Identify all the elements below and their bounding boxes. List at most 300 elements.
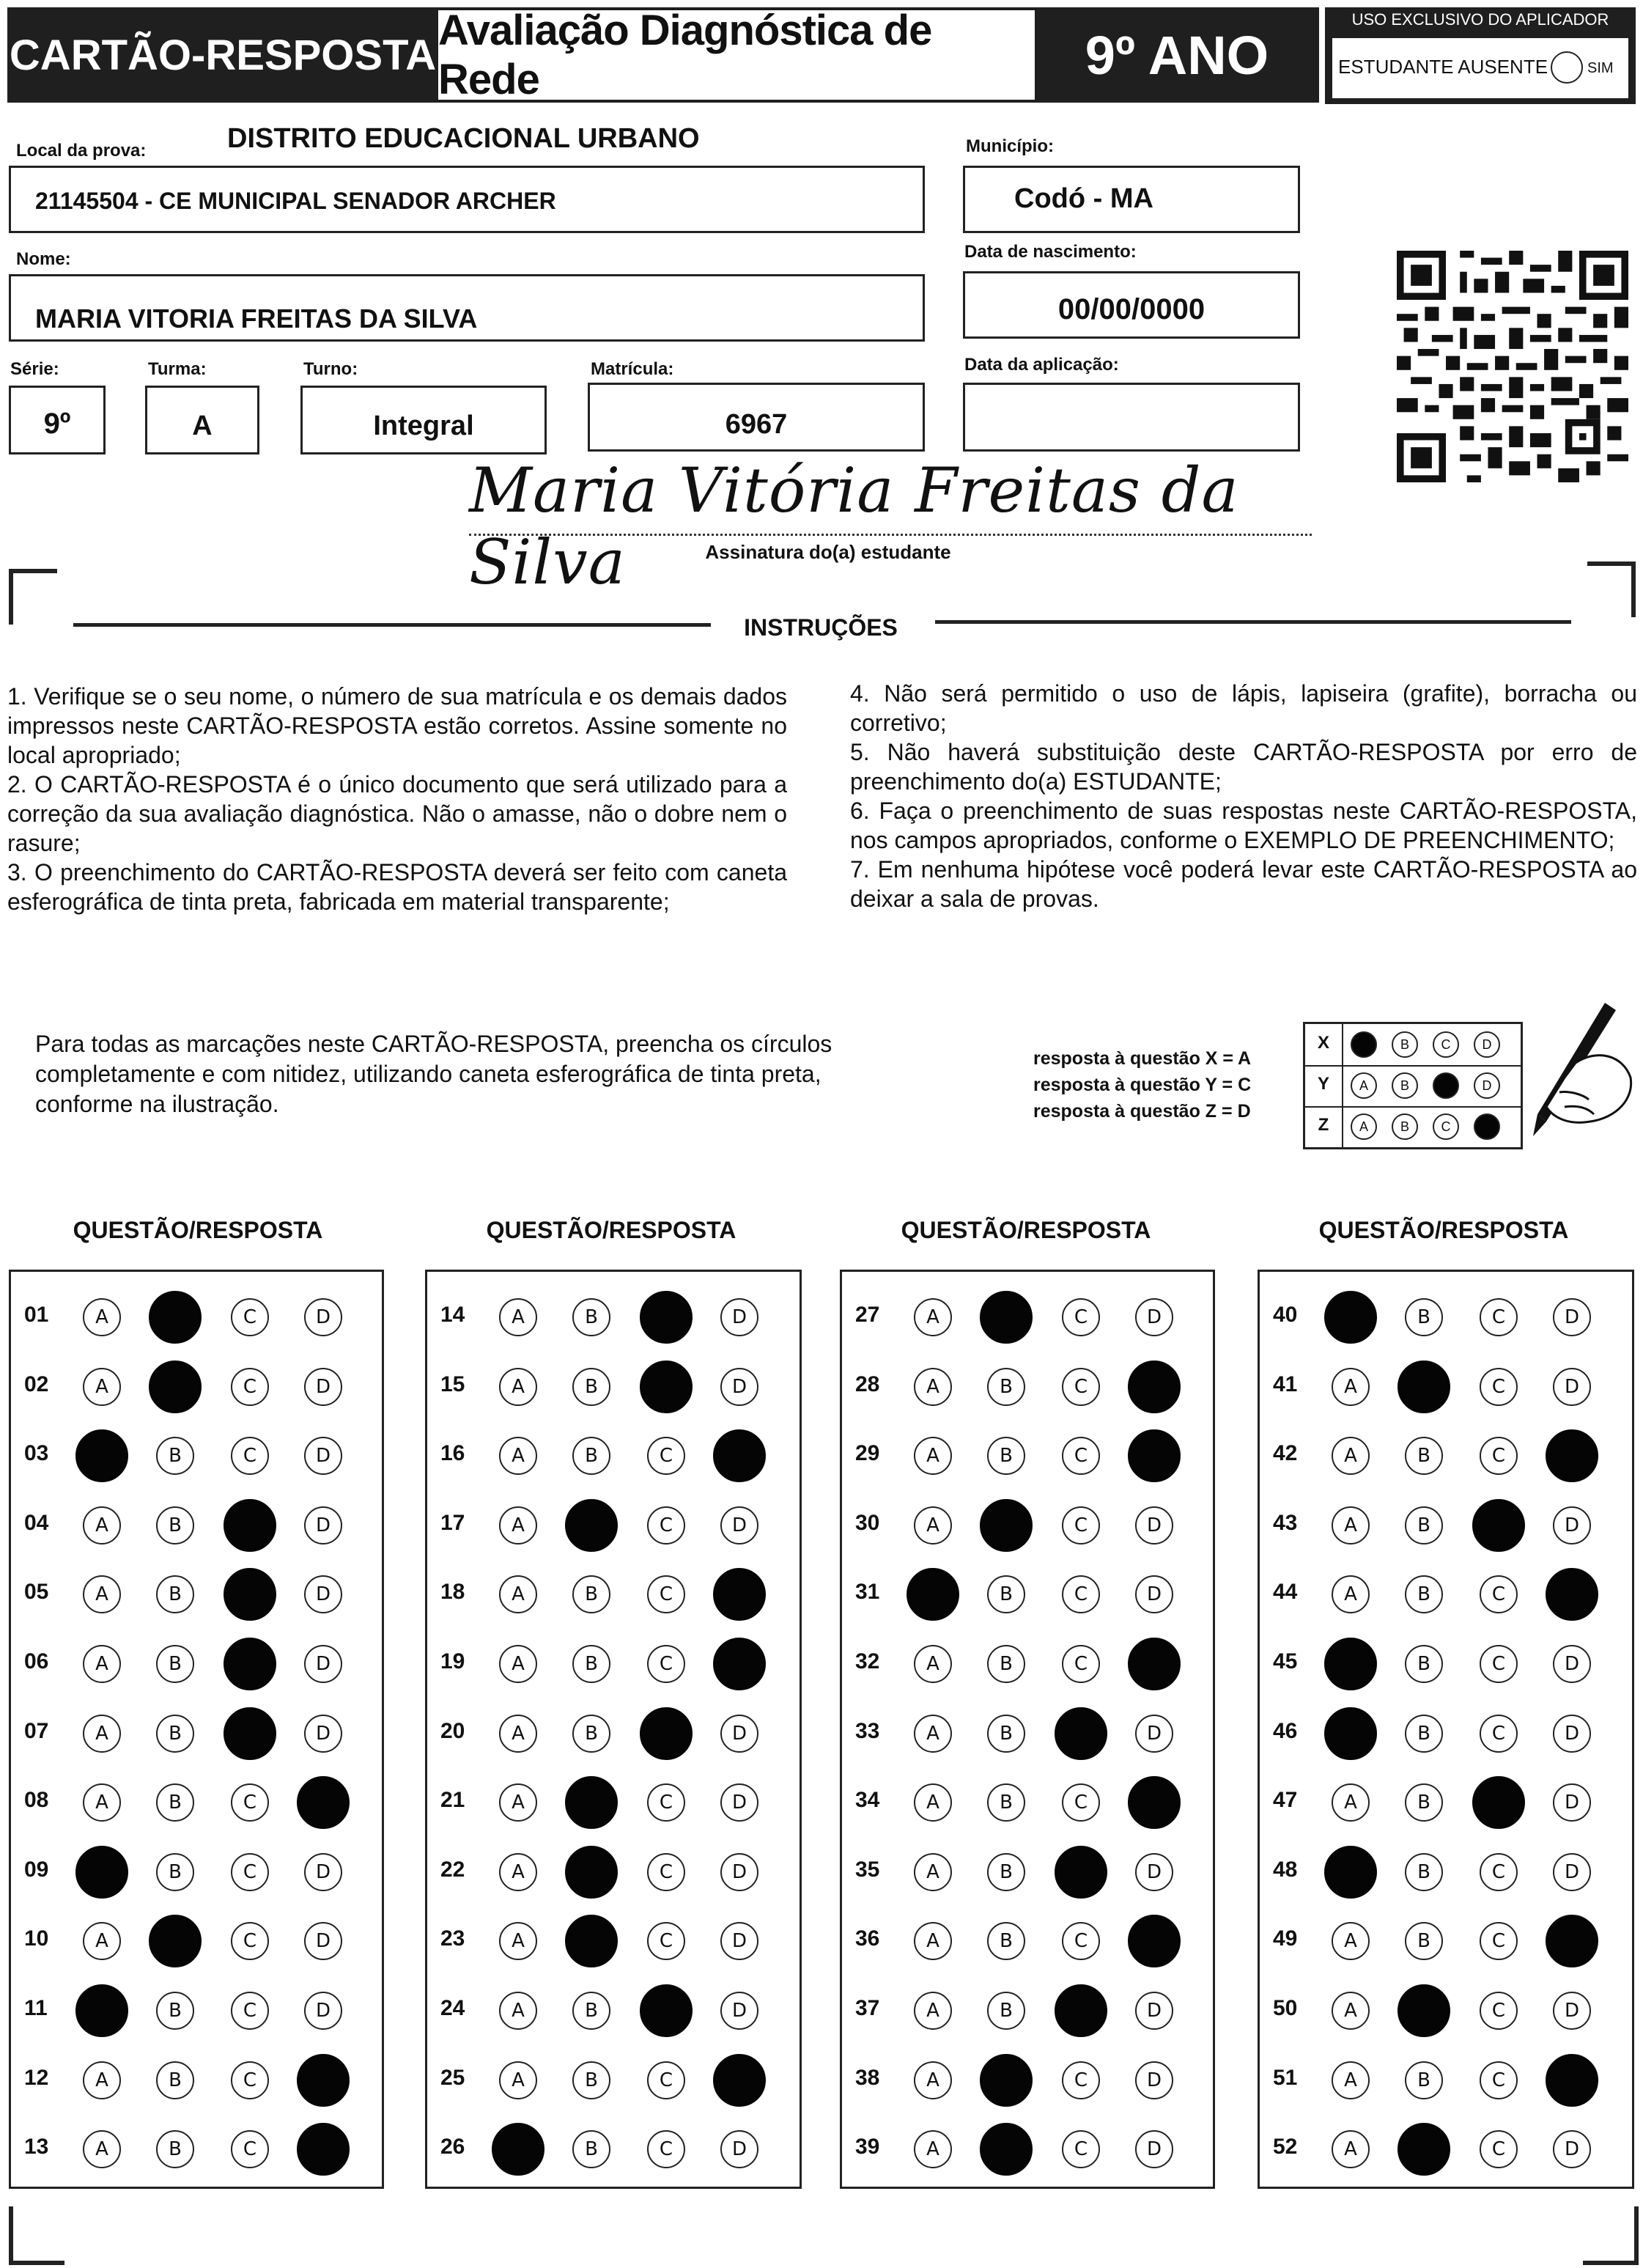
question-number: 28 xyxy=(855,1372,880,1396)
pen-hand-icon xyxy=(1495,997,1634,1151)
answer-bubble-d[interactable]: D xyxy=(304,1715,342,1753)
answer-row xyxy=(842,2120,1213,2173)
answer-bubble-d[interactable]: D xyxy=(304,1645,342,1683)
answer-bubble-b[interactable]: B xyxy=(987,1853,1025,1891)
answer-bubble-b[interactable]: B xyxy=(1405,1853,1443,1891)
answer-bubble-d[interactable]: D xyxy=(1553,1506,1591,1544)
question-number: 33 xyxy=(855,1718,880,1743)
answer-bubble-d[interactable] xyxy=(1128,1429,1181,1482)
question-number: 34 xyxy=(855,1788,880,1813)
answer-bubble-b[interactable] xyxy=(565,1499,618,1552)
answer-bubble-c[interactable]: C xyxy=(1480,2061,1518,2099)
answer-bubble-d[interactable]: D xyxy=(1135,1298,1173,1336)
answer-bubble-c[interactable] xyxy=(224,1638,276,1690)
answer-bubble-d[interactable] xyxy=(297,2054,350,2107)
answer-bubble-c[interactable]: C xyxy=(1480,1992,1518,2030)
answer-bubble-c[interactable]: C xyxy=(231,1437,269,1475)
answer-bubble-d[interactable]: D xyxy=(720,1715,758,1753)
answer-row xyxy=(427,1565,800,1618)
answer-bubble-d[interactable] xyxy=(713,1638,766,1690)
example-bubble-c xyxy=(1433,1072,1459,1099)
answer-bubble-b[interactable]: B xyxy=(572,1437,610,1475)
card-title: CARTÃO-RESPOSTA xyxy=(7,7,438,103)
example-divider xyxy=(1342,1065,1343,1106)
answer-bubble-a[interactable]: A xyxy=(499,1992,537,2030)
answer-bubble-d[interactable]: D xyxy=(1553,1992,1591,2030)
answer-bubble-b[interactable]: B xyxy=(156,1575,194,1613)
question-number: 37 xyxy=(855,1996,880,2020)
answer-row xyxy=(427,1912,800,1965)
answer-bubble-c[interactable]: C xyxy=(1062,1575,1100,1613)
answer-bubble-c[interactable]: C xyxy=(1062,1783,1100,1822)
answer-bubble-d[interactable]: D xyxy=(720,2130,758,2168)
answer-bubble-a[interactable]: A xyxy=(914,1853,952,1891)
answer-bubble-b[interactable]: B xyxy=(1405,1783,1443,1822)
question-number: 40 xyxy=(1273,1303,1298,1327)
answer-bubble-c[interactable]: C xyxy=(647,1575,685,1613)
example-line-x: resposta à questão X = A xyxy=(1033,1048,1252,1069)
answer-bubble-b[interactable]: B xyxy=(156,1506,194,1544)
example-row xyxy=(1305,1024,1521,1067)
answer-bubble-c[interactable]: C xyxy=(1062,1368,1100,1406)
instructions-title: INSTRUÇÕES xyxy=(744,614,898,641)
answer-bubble-b[interactable]: B xyxy=(156,1715,194,1753)
answer-bubble-d[interactable]: D xyxy=(720,1368,758,1406)
answer-bubble-a[interactable]: A xyxy=(83,1298,121,1336)
answer-bubble-b[interactable]: B xyxy=(987,1368,1025,1406)
question-number: 29 xyxy=(855,1441,880,1466)
answer-bubble-b[interactable]: B xyxy=(1405,1506,1443,1544)
answer-bubble-a[interactable]: A xyxy=(1332,2130,1370,2168)
answer-bubble-d[interactable] xyxy=(1546,1568,1598,1621)
answer-bubble-d[interactable]: D xyxy=(304,1437,342,1475)
qr-code xyxy=(1397,251,1628,482)
municipio-label: Município: xyxy=(966,136,1054,156)
answer-bubble-a[interactable]: A xyxy=(499,1298,537,1336)
answer-bubble-c[interactable]: C xyxy=(1480,1298,1518,1336)
question-number: 02 xyxy=(24,1372,49,1396)
answer-bubble-c[interactable] xyxy=(224,1499,276,1552)
answer-bubble-b[interactable]: B xyxy=(1405,1298,1443,1336)
question-number: 31 xyxy=(855,1580,880,1605)
answer-bubble-d[interactable] xyxy=(713,2054,766,2107)
answer-bubble-a[interactable]: A xyxy=(499,1368,537,1406)
answer-row xyxy=(1260,1981,1632,2034)
answer-row xyxy=(11,1773,382,1826)
answer-bubble-b[interactable]: B xyxy=(156,2061,194,2099)
example-bubble-d: D xyxy=(1474,1072,1500,1099)
question-number: 11 xyxy=(24,1996,48,2020)
answer-bubble-a[interactable]: A xyxy=(914,2130,952,2168)
answer-row xyxy=(1260,1912,1632,1965)
instructions-right xyxy=(850,679,1637,913)
answer-bubble-b[interactable] xyxy=(980,2054,1033,2107)
corner-top-right xyxy=(1587,562,1636,617)
answer-bubble-d[interactable]: D xyxy=(720,1853,758,1891)
answer-bubble-b[interactable]: B xyxy=(156,1992,194,2030)
answer-bubble-c[interactable]: C xyxy=(1480,1437,1518,1475)
answer-bubble-c[interactable]: C xyxy=(1480,2130,1518,2168)
instruction-6: 6. Faça o preenchimento de suas respostas neste CARTÃO-RESPOSTA, nos campos apropriados, conforme o EXEMPLO DE PREENCHIMENTO; xyxy=(850,798,1637,853)
answer-bubble-b[interactable]: B xyxy=(987,1645,1025,1683)
answer-bubble-b[interactable]: B xyxy=(156,1437,194,1475)
answer-row xyxy=(427,1496,800,1549)
column-title-2: QUESTÃO/RESPOSTA xyxy=(486,1217,736,1243)
answer-bubble-a[interactable] xyxy=(75,1429,128,1482)
answer-bubble-c[interactable]: C xyxy=(1062,1645,1100,1683)
answer-bubble-a[interactable]: A xyxy=(83,1575,121,1613)
answer-bubble-c[interactable]: C xyxy=(1062,1506,1100,1544)
answer-row xyxy=(427,1426,800,1479)
answer-bubble-d[interactable]: D xyxy=(720,1783,758,1822)
answer-bubble-b[interactable] xyxy=(565,1846,618,1899)
question-number: 06 xyxy=(24,1649,49,1674)
question-number: 36 xyxy=(855,1926,880,1951)
answer-bubble-c[interactable]: C xyxy=(647,2130,685,2168)
answer-bubble-c[interactable]: C xyxy=(1480,1575,1518,1613)
answer-bubble-c[interactable] xyxy=(640,1984,693,2037)
answer-bubble-c[interactable]: C xyxy=(1480,1922,1518,1960)
answer-row xyxy=(842,1981,1213,2034)
answer-bubble-a[interactable]: A xyxy=(914,1506,952,1544)
answer-bubble-d[interactable]: D xyxy=(304,1506,342,1544)
answer-bubble-d[interactable]: D xyxy=(1135,1853,1173,1891)
answer-bubble-c[interactable]: C xyxy=(647,1783,685,1822)
question-number: 13 xyxy=(24,2135,49,2160)
answer-bubble-a[interactable] xyxy=(1324,1638,1377,1690)
answer-row xyxy=(1260,1358,1632,1410)
answer-bubble-c[interactable]: C xyxy=(647,1922,685,1960)
answer-bubble-d[interactable]: D xyxy=(304,1853,342,1891)
answer-bubble-b[interactable]: B xyxy=(572,1575,610,1613)
answer-row xyxy=(11,1635,382,1687)
answer-bubble-a[interactable]: A xyxy=(83,1715,121,1753)
answer-row xyxy=(1260,1426,1632,1479)
answer-bubble-a[interactable]: A xyxy=(499,1506,537,1544)
answer-bubble-a[interactable]: A xyxy=(914,1368,952,1406)
answer-bubble-d[interactable]: D xyxy=(304,1922,342,1960)
answer-bubble-c[interactable] xyxy=(224,1568,276,1621)
question-number: 07 xyxy=(24,1718,49,1743)
nome-value: MARIA VITORIA FREITAS DA SILVA xyxy=(35,303,478,334)
answer-bubble-d[interactable]: D xyxy=(1135,1575,1173,1613)
answer-bubble-c[interactable] xyxy=(1472,1499,1525,1552)
answer-bubble-c[interactable]: C xyxy=(231,1853,269,1891)
answer-bubble-d[interactable]: D xyxy=(720,1922,758,1960)
question-number: 20 xyxy=(440,1718,465,1743)
answer-bubble-d[interactable]: D xyxy=(1135,1506,1173,1544)
question-number: 42 xyxy=(1273,1441,1298,1466)
answer-bubble-c[interactable]: C xyxy=(1062,1298,1100,1336)
answer-row xyxy=(1260,1288,1632,1341)
instruction-7: 7. Em nenhuma hipótese você poderá levar este CARTÃO-RESPOSTA ao deixar a sala de provas. xyxy=(850,856,1637,912)
answer-bubble-c[interactable]: C xyxy=(647,1853,685,1891)
answer-bubble-a[interactable]: A xyxy=(1332,1575,1370,1613)
answer-row xyxy=(842,1843,1213,1896)
answer-bubble-a[interactable]: A xyxy=(914,1922,952,1960)
answer-bubble-b[interactable]: B xyxy=(156,1645,194,1683)
question-number: 03 xyxy=(24,1441,49,1466)
instructions-left xyxy=(7,682,787,916)
question-number: 21 xyxy=(440,1788,465,1813)
answer-bubble-c[interactable]: C xyxy=(1062,1437,1100,1475)
example-bubble-b: B xyxy=(1392,1031,1418,1058)
answer-row xyxy=(842,1358,1213,1410)
answer-bubble-a[interactable]: A xyxy=(83,1783,121,1822)
answer-bubble-d[interactable]: D xyxy=(304,1575,342,1613)
answer-bubble-d[interactable] xyxy=(1546,1429,1598,1482)
answer-bubble-b[interactable]: B xyxy=(1405,2061,1443,2099)
answer-bubble-a[interactable] xyxy=(1324,1707,1377,1760)
answer-bubble-a[interactable]: A xyxy=(83,2130,121,2168)
answer-bubble-d[interactable]: D xyxy=(1135,1992,1173,2030)
answer-bubble-c[interactable]: C xyxy=(1480,1368,1518,1406)
answer-column-2 xyxy=(425,1270,802,2189)
answer-bubble-b[interactable]: B xyxy=(1405,1575,1443,1613)
answer-bubble-d[interactable]: D xyxy=(304,1368,342,1406)
answer-bubble-a[interactable]: A xyxy=(499,1922,537,1960)
answer-bubble-d[interactable]: D xyxy=(304,1992,342,2030)
answer-bubble-a[interactable]: A xyxy=(914,1437,952,1475)
exam-title: Avaliação Diagnóstica de Rede xyxy=(438,7,932,103)
answer-bubble-a[interactable]: A xyxy=(499,1783,537,1822)
answer-bubble-d[interactable]: D xyxy=(720,1298,758,1336)
answer-bubble-b[interactable]: B xyxy=(572,1298,610,1336)
answer-row xyxy=(1260,2051,1632,2104)
example-row xyxy=(1305,1065,1521,1108)
answer-bubble-c[interactable] xyxy=(640,1707,693,1760)
answer-bubble-a[interactable] xyxy=(1324,1291,1377,1344)
answer-bubble-b[interactable]: B xyxy=(572,1715,610,1753)
question-number: 35 xyxy=(855,1857,880,1882)
answer-bubble-b[interactable]: B xyxy=(1405,1715,1443,1753)
answer-bubble-c[interactable] xyxy=(640,1361,693,1413)
answer-row xyxy=(11,2051,382,2104)
answer-bubble-c[interactable]: C xyxy=(647,2061,685,2099)
question-number: 10 xyxy=(24,1926,49,1951)
answer-bubble-a[interactable]: A xyxy=(1332,1368,1370,1406)
answer-bubble-c[interactable]: C xyxy=(231,1368,269,1406)
school-value: 21145504 - CE MUNICIPAL SENADOR ARCHER xyxy=(35,188,556,214)
answer-bubble-a[interactable]: A xyxy=(499,1853,537,1891)
answer-bubble-d[interactable]: D xyxy=(720,1992,758,2030)
answer-bubble-d[interactable]: D xyxy=(1553,1368,1591,1406)
answer-bubble-a[interactable] xyxy=(907,1568,959,1621)
answer-bubble-c[interactable]: C xyxy=(231,1992,269,2030)
answer-bubble-d[interactable] xyxy=(1128,1638,1181,1690)
answer-bubble-d[interactable]: D xyxy=(1553,1645,1591,1683)
answer-bubble-c[interactable]: C xyxy=(1480,1645,1518,1683)
answer-bubble-b[interactable] xyxy=(149,1361,202,1413)
question-number: 23 xyxy=(440,1926,465,1951)
answer-bubble-d[interactable] xyxy=(1128,1915,1181,1967)
answer-bubble-a[interactable] xyxy=(75,1984,128,2037)
answer-bubble-d[interactable]: D xyxy=(304,1298,342,1336)
answer-bubble-b[interactable]: B xyxy=(987,1922,1025,1960)
answer-bubble-b[interactable] xyxy=(1398,1984,1450,2037)
applicator-label: USO EXCLUSIVO DO APLICADOR xyxy=(1351,10,1609,29)
answer-bubble-b[interactable] xyxy=(1398,2123,1450,2176)
answer-bubble-d[interactable]: D xyxy=(1135,2061,1173,2099)
answer-bubble-d[interactable] xyxy=(1128,1361,1181,1413)
answer-bubble-b[interactable]: B xyxy=(156,1853,194,1891)
answer-bubble-b[interactable] xyxy=(980,2123,1033,2176)
answer-bubble-d[interactable] xyxy=(1128,1776,1181,1829)
answer-bubble-c[interactable]: C xyxy=(231,2130,269,2168)
answer-bubble-c[interactable]: C xyxy=(1062,2061,1100,2099)
answer-bubble-b[interactable] xyxy=(980,1499,1033,1552)
answer-bubble-c[interactable] xyxy=(1055,1846,1107,1899)
answer-bubble-d[interactable]: D xyxy=(1553,1853,1591,1891)
absent-bubble[interactable] xyxy=(1551,51,1583,84)
answer-bubble-b[interactable]: B xyxy=(987,1783,1025,1822)
answer-bubble-a[interactable]: A xyxy=(1332,2061,1370,2099)
answer-bubble-b[interactable]: B xyxy=(572,2130,610,2168)
answer-bubble-c[interactable]: C xyxy=(647,1506,685,1544)
answer-bubble-c[interactable]: C xyxy=(231,1783,269,1822)
district-name: DISTRITO EDUCACIONAL URBANO xyxy=(227,123,700,154)
answer-bubble-b[interactable]: B xyxy=(572,1992,610,2030)
answer-bubble-c[interactable]: C xyxy=(231,1298,269,1336)
answer-bubble-c[interactable]: C xyxy=(231,2061,269,2099)
answer-bubble-d[interactable] xyxy=(713,1568,766,1621)
answer-bubble-b[interactable]: B xyxy=(572,2061,610,2099)
serie-label: Série: xyxy=(10,359,59,379)
answer-bubble-b[interactable]: B xyxy=(156,2130,194,2168)
answer-bubble-a[interactable]: A xyxy=(83,2061,121,2099)
column-title-1: QUESTÃO/RESPOSTA xyxy=(73,1217,323,1243)
answer-row xyxy=(427,1843,800,1896)
answer-row xyxy=(11,1912,382,1965)
answer-bubble-a[interactable]: A xyxy=(499,2061,537,2099)
question-number: 50 xyxy=(1273,1996,1298,2020)
answer-bubble-b[interactable] xyxy=(980,1291,1033,1344)
answer-bubble-c[interactable] xyxy=(1055,1984,1107,2037)
answer-bubble-a[interactable] xyxy=(1324,1846,1377,1899)
answer-bubble-a[interactable]: A xyxy=(83,1368,121,1406)
answer-bubble-a[interactable]: A xyxy=(499,1437,537,1475)
answer-row xyxy=(11,1981,382,2034)
answer-bubble-a[interactable]: A xyxy=(914,1715,952,1753)
answer-bubble-a[interactable]: A xyxy=(1332,1992,1370,2030)
question-number: 22 xyxy=(440,1857,465,1882)
example-bubble-c: C xyxy=(1433,1113,1459,1140)
answer-bubble-a[interactable]: A xyxy=(499,1645,537,1683)
instruction-5: 5. Não haverá substituição deste CARTÃO-RESPOSTA por erro de preenchimento do(a) ESTUDANTE; xyxy=(850,739,1637,795)
turno-label: Turno: xyxy=(303,359,358,379)
answer-bubble-d[interactable] xyxy=(1546,2054,1598,2107)
answer-bubble-a[interactable] xyxy=(75,1846,128,1899)
answer-bubble-b[interactable]: B xyxy=(572,1368,610,1406)
answer-bubble-b[interactable] xyxy=(149,1915,202,1967)
answer-bubble-a[interactable]: A xyxy=(914,1992,952,2030)
answer-row xyxy=(842,1426,1213,1479)
answer-bubble-a[interactable]: A xyxy=(914,1783,952,1822)
answer-row xyxy=(842,1288,1213,1341)
answer-bubble-d[interactable]: D xyxy=(1135,2130,1173,2168)
answer-bubble-a[interactable]: A xyxy=(83,1506,121,1544)
instruction-4: 4. Não será permitido o uso de lápis, lapiseira (grafite), borracha ou corretivo; xyxy=(850,680,1637,736)
answer-bubble-d[interactable] xyxy=(1546,1915,1598,1967)
answer-bubble-b[interactable] xyxy=(149,1291,202,1344)
answer-bubble-c[interactable]: C xyxy=(1480,1853,1518,1891)
answer-bubble-d[interactable] xyxy=(713,1429,766,1482)
instruction-1: 1. Verifique se o seu nome, o número de sua matrícula e os demais dados impressos neste CARTÃO-RESPOSTA estão corretos. Assine somente no local apropriado; xyxy=(7,683,787,768)
answer-row xyxy=(427,1704,800,1757)
answer-bubble-c[interactable]: C xyxy=(647,1437,685,1475)
answer-bubble-a[interactable]: A xyxy=(914,2061,952,2099)
answer-bubble-b[interactable]: B xyxy=(572,1645,610,1683)
answer-bubble-c[interactable]: C xyxy=(1480,1715,1518,1753)
answer-bubble-a[interactable]: A xyxy=(914,1298,952,1336)
answer-bubble-c[interactable] xyxy=(640,1291,693,1344)
answer-bubble-a[interactable]: A xyxy=(83,1645,121,1683)
example-bubble-a xyxy=(1351,1031,1377,1058)
answer-bubble-d[interactable]: D xyxy=(1553,1298,1591,1336)
question-number: 41 xyxy=(1273,1372,1298,1396)
answer-bubble-a[interactable]: A xyxy=(499,1715,537,1753)
answer-row xyxy=(1260,1704,1632,1757)
answer-bubble-a[interactable]: A xyxy=(499,1575,537,1613)
answer-bubble-b[interactable] xyxy=(1398,1361,1450,1413)
answer-bubble-b[interactable]: B xyxy=(1405,1437,1443,1475)
answer-bubble-b[interactable]: B xyxy=(987,1992,1025,2030)
answer-row xyxy=(842,1565,1213,1618)
corner-top-left xyxy=(9,569,57,625)
turma-value: A xyxy=(192,410,213,441)
question-number: 39 xyxy=(855,2135,880,2160)
answer-bubble-c[interactable] xyxy=(224,1707,276,1760)
answer-bubble-b[interactable] xyxy=(565,1915,618,1967)
answer-bubble-d[interactable] xyxy=(297,2123,350,2176)
answer-row xyxy=(11,1496,382,1549)
answer-bubble-b[interactable] xyxy=(565,1776,618,1829)
answer-bubble-a[interactable]: A xyxy=(1332,1783,1370,1822)
column-title-4: QUESTÃO/RESPOSTA xyxy=(1318,1217,1569,1243)
answer-row xyxy=(427,1358,800,1410)
answer-bubble-b[interactable]: B xyxy=(987,1437,1025,1475)
answer-bubble-c[interactable] xyxy=(1472,1776,1525,1829)
answer-bubble-a[interactable]: A xyxy=(83,1922,121,1960)
answer-bubble-a[interactable]: A xyxy=(1332,1922,1370,1960)
answer-bubble-c[interactable]: C xyxy=(647,1645,685,1683)
answer-bubble-c[interactable] xyxy=(1055,1707,1107,1760)
answer-bubble-b[interactable]: B xyxy=(156,1783,194,1822)
answer-bubble-d[interactable] xyxy=(297,1776,350,1829)
answer-bubble-b[interactable]: B xyxy=(987,1575,1025,1613)
answer-bubble-c[interactable]: C xyxy=(1062,2130,1100,2168)
answer-bubble-b[interactable]: B xyxy=(1405,1922,1443,1960)
answer-bubble-a[interactable]: A xyxy=(1332,1506,1370,1544)
answer-bubble-d[interactable]: D xyxy=(1553,1783,1591,1822)
answer-bubble-c[interactable]: C xyxy=(1062,1922,1100,1960)
column-title-3: QUESTÃO/RESPOSTA xyxy=(901,1217,1151,1243)
answer-bubble-a[interactable]: A xyxy=(1332,1437,1370,1475)
question-number: 16 xyxy=(440,1441,465,1466)
answer-bubble-d[interactable]: D xyxy=(1553,1715,1591,1753)
answer-bubble-a[interactable] xyxy=(492,2123,544,2176)
answer-row xyxy=(11,1358,382,1410)
grade-title: 9º ANO xyxy=(1035,7,1319,103)
answer-bubble-d[interactable]: D xyxy=(1135,1715,1173,1753)
question-number: 45 xyxy=(1273,1649,1298,1674)
answer-bubble-c[interactable]: C xyxy=(231,1922,269,1960)
answer-bubble-b[interactable]: B xyxy=(987,1715,1025,1753)
answer-bubble-a[interactable]: A xyxy=(914,1645,952,1683)
answer-bubble-d[interactable]: D xyxy=(720,1506,758,1544)
answer-bubble-b[interactable]: B xyxy=(1405,1645,1443,1683)
answer-bubble-d[interactable]: D xyxy=(1553,2130,1591,2168)
